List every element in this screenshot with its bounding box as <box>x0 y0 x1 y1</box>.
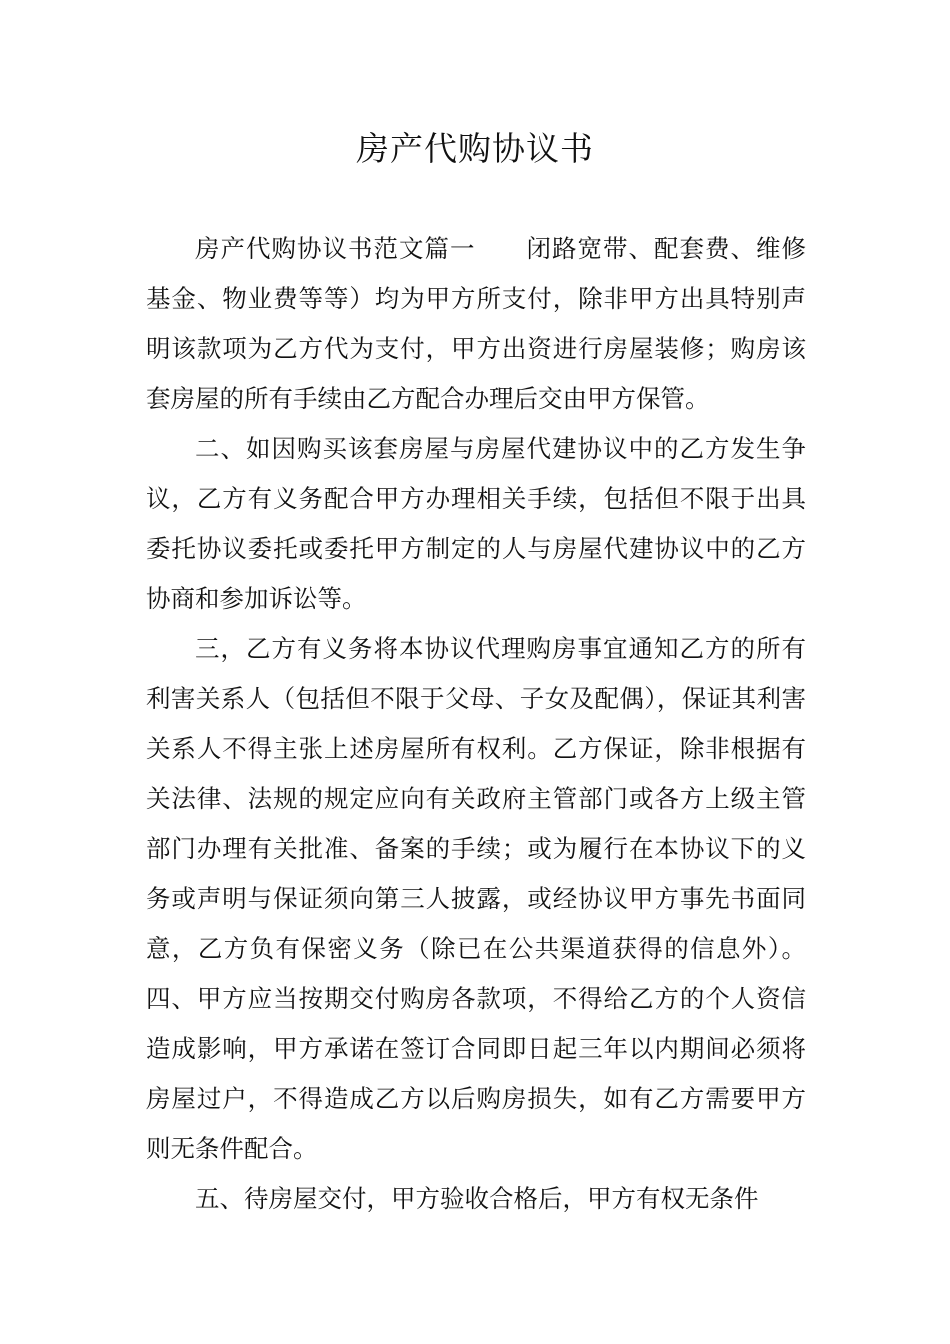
paragraph-4: 五、待房屋交付，甲方验收合格后，甲方有权无条件 <box>195 1184 759 1213</box>
paragraph-3: 三，乙方有义务将本协议代理购房事宜通知乙方的所有利害关系人（包括但不限于父母、子女及配偶），保证其利害关系人不得主张上述房屋所有权利。乙方保证，除非根据有关法律、法规的规定应向有关政府主管部门或各方上级主管部门办理有关批准、备案的手续；或为履行在本协议下的义务或声明与保证须向第三人披露，或经协议甲方事先书面同意，乙方负有保密义务（除已在公共渠道获得的信息外）。四、甲方应当按期交付购房各款项，不得给乙方的个人资信造成影响，甲方承诺在签订合同即日起三年以内期间必须将房屋过户，不得造成乙方以后购房损失，如有乙方需要甲方则无条件配合。 <box>146 634 806 1163</box>
paragraph-2: 二、如因购买该套房屋与房屋代建协议中的乙方发生争议，乙方有义务配合甲方办理相关手续，包括但不限于出具委托协议委托或委托甲方制定的人与房屋代建协议中的乙方协商和参加诉讼等。 <box>146 434 806 613</box>
paragraph-1: 房产代购协议书范文篇一 闭路宽带、配套费、维修基金、物业费等等）均为甲方所支付，除非甲方出具特别声明该款项为乙方代为支付，甲方出资进行房屋装修；购房该套房屋的所有手续由乙方配合办理后交由甲方保管。 <box>146 234 806 413</box>
document-body <box>146 224 806 1224</box>
document-title: 房产代购协议书 <box>356 129 594 168</box>
